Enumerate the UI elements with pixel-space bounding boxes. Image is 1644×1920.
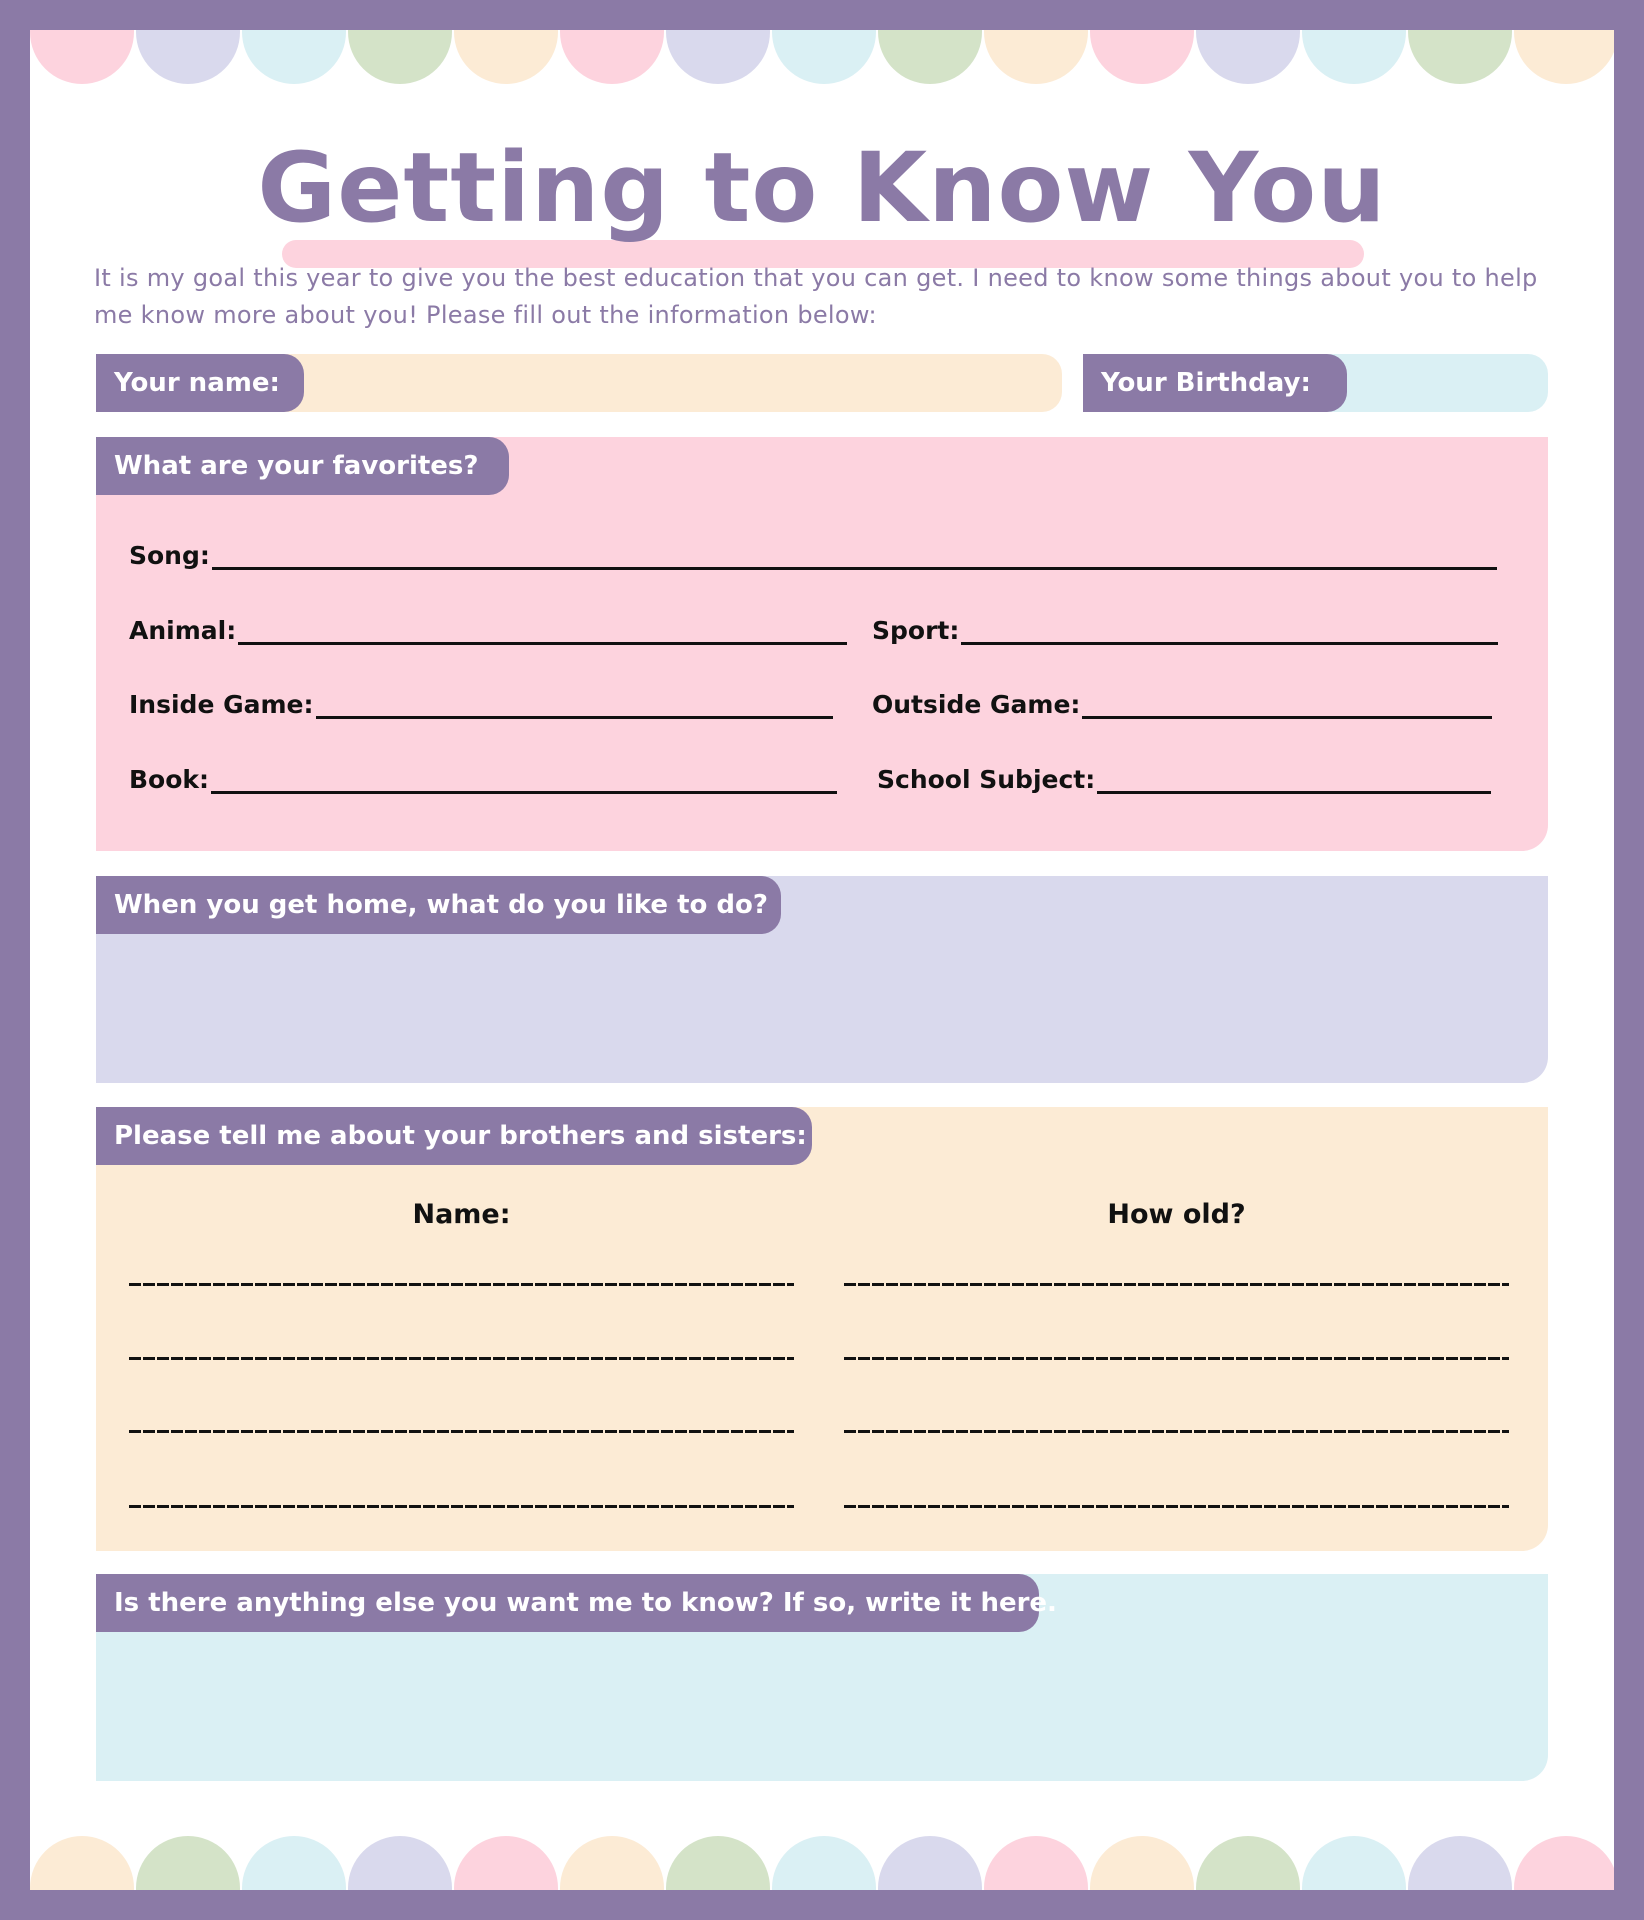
scallop-decoration: [772, 1836, 876, 1890]
animal-blank[interactable]: [238, 621, 847, 645]
scallop-decoration: [1196, 30, 1300, 84]
scallop-decoration: [1196, 1836, 1300, 1890]
sibling-name-blank[interactable]: [129, 1357, 794, 1360]
birthday-label: Your Birthday:: [1083, 354, 1347, 412]
outside-game-label: Outside Game:: [872, 690, 1081, 719]
siblings-panel: [96, 1107, 1548, 1551]
scallop-decoration: [136, 1836, 240, 1890]
animal-line[interactable]: [129, 616, 847, 645]
siblings-heading: Please tell me about your brothers and sisters:: [96, 1107, 812, 1165]
song-label: Song:: [129, 541, 210, 570]
sport-line[interactable]: [872, 616, 1498, 645]
outside-game-line[interactable]: [872, 690, 1492, 719]
scallop-decoration: [984, 1836, 1088, 1890]
scallop-decoration: [878, 1836, 982, 1890]
scallop-decoration: [560, 30, 664, 84]
scallop-decoration: [772, 30, 876, 84]
book-label: Book:: [129, 765, 210, 794]
inside-game-blank[interactable]: [316, 695, 833, 719]
scallop-decoration: [1090, 30, 1194, 84]
scallop-decoration: [666, 1836, 770, 1890]
page-title: Getting to Know You: [257, 132, 1387, 244]
scallop-decoration: [1302, 1836, 1406, 1890]
song-blank[interactable]: [212, 546, 1497, 570]
name-label: Your name:: [96, 354, 304, 412]
worksheet-page: [30, 30, 1614, 1890]
song-line[interactable]: [129, 541, 1497, 570]
birthday-field[interactable]: [1083, 354, 1548, 412]
scallop-decoration: [348, 30, 452, 84]
outside-game-blank[interactable]: [1082, 695, 1492, 719]
book-line[interactable]: [129, 765, 837, 794]
sibling-age-blank[interactable]: [844, 1283, 1509, 1286]
sibling-name-blank[interactable]: [129, 1430, 794, 1433]
scallop-decoration: [136, 30, 240, 84]
bottom-scallop-border: [30, 1830, 1614, 1890]
name-field[interactable]: [96, 354, 1062, 412]
book-blank[interactable]: [211, 770, 837, 794]
school-subject-label: School Subject:: [877, 765, 1096, 794]
inside-game-label: Inside Game:: [129, 690, 314, 719]
school-subject-line[interactable]: [877, 765, 1491, 794]
animal-label: Animal:: [129, 616, 237, 645]
sibling-name-header: Name:: [412, 1199, 511, 1230]
top-scallop-border: [30, 30, 1614, 90]
scallop-decoration: [348, 1836, 452, 1890]
scallop-decoration: [242, 1836, 346, 1890]
scallop-decoration: [1514, 1836, 1614, 1890]
scallop-decoration: [984, 30, 1088, 84]
home-activities-panel[interactable]: [96, 876, 1548, 1083]
scallop-decoration: [560, 1836, 664, 1890]
scallop-decoration: [666, 30, 770, 84]
scallop-decoration: [1090, 1836, 1194, 1890]
scallop-decoration: [1514, 30, 1614, 84]
favorites-panel: [96, 437, 1548, 851]
scallop-decoration: [30, 30, 134, 84]
sibling-age-blank[interactable]: [844, 1357, 1509, 1360]
inside-game-line[interactable]: [129, 690, 833, 719]
sport-label: Sport:: [872, 616, 960, 645]
favorites-heading: What are your favorites?: [96, 437, 509, 495]
scallop-decoration: [878, 30, 982, 84]
sibling-name-blank[interactable]: [129, 1283, 794, 1286]
sibling-age-header: How old?: [1107, 1199, 1246, 1230]
sibling-age-blank[interactable]: [844, 1430, 1509, 1433]
scallop-decoration: [1302, 30, 1406, 84]
scallop-decoration: [1408, 30, 1512, 84]
scallop-decoration: [30, 1836, 134, 1890]
sport-blank[interactable]: [961, 621, 1498, 645]
scallop-decoration: [1408, 1836, 1512, 1890]
scallop-decoration: [454, 30, 558, 84]
sibling-name-blank[interactable]: [129, 1505, 794, 1508]
anything-else-panel[interactable]: [96, 1574, 1548, 1781]
sibling-age-blank[interactable]: [844, 1505, 1509, 1508]
intro-paragraph: It is my goal this year to give you the best education that you can get. I need to know some things about you to help me know more about you! Please fill out the information below:: [94, 264, 1538, 329]
anything-else-heading: Is there anything else you want me to know? If so, write it here.: [96, 1574, 1039, 1632]
school-subject-blank[interactable]: [1097, 770, 1491, 794]
scallop-decoration: [454, 1836, 558, 1890]
scallop-decoration: [242, 30, 346, 84]
home-activities-heading: When you get home, what do you like to do?: [96, 876, 781, 934]
title-block: [30, 128, 1614, 258]
